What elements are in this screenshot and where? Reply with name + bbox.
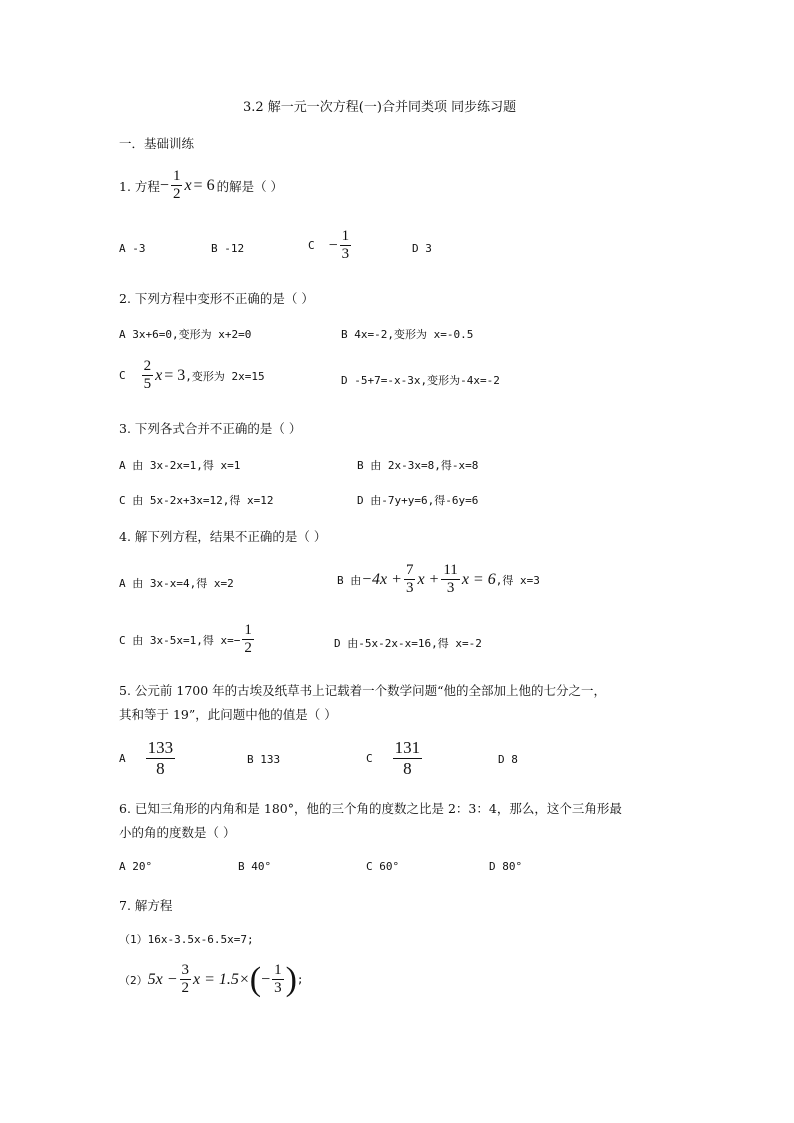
q4-b-term2: x + <box>417 570 440 588</box>
q5-option-c <box>366 738 424 778</box>
q4-b-label: B 由 <box>337 573 362 587</box>
q4-b-numerator-2: 11 <box>441 562 459 580</box>
q5-c-numerator: 131 <box>394 738 421 757</box>
q4-c-fraction <box>242 622 254 658</box>
q7-p2-fraction <box>180 962 192 998</box>
q4-c-denominator: 2 <box>244 640 252 657</box>
q4-option-a: A 由 3x-x=4,得 x=2 <box>119 577 234 590</box>
q2-c-rest: ,变形为 2x=15 <box>185 369 265 383</box>
q4-c-label: C 由 3x-5x=1,得 x=− <box>119 633 241 647</box>
q5-option-b: B 133 <box>247 753 281 766</box>
q1-option-d: D 3 <box>412 242 432 255</box>
q1-frac-denominator: 2 <box>172 186 181 203</box>
q4-b-denominator-1: 3 <box>405 580 414 597</box>
q3-option-a: A 由 3x-2x=1,得 x=1 <box>119 459 241 472</box>
question-2-stem: 2. 下列方程中变形不正确的是（ ） <box>119 291 314 306</box>
question-4-stem: 4. 解下列方程，结果不正确的是（ ） <box>119 529 327 544</box>
q5-a-label: A <box>119 751 126 765</box>
q7-p2-inner-denominator: 3 <box>274 980 282 997</box>
q1-option-b: B -12 <box>211 242 245 255</box>
q4-b-fraction-1 <box>404 562 416 598</box>
q1-c-fraction <box>340 228 352 264</box>
q6-option-b: B 40° <box>238 860 272 873</box>
q2-c-equals: = 3 <box>164 366 186 384</box>
q2-c-fraction <box>142 358 154 394</box>
q1-variable: x <box>184 176 192 194</box>
question-5-line-1: 5. 公元前 1700 年的古埃及纸草书上记载着一个数学问题“他的全部加上他的七分之一， <box>119 683 607 698</box>
q4-b-fraction-2 <box>441 562 459 598</box>
q5-c-label: C <box>366 751 373 765</box>
q5-a-numerator: 133 <box>147 738 174 757</box>
q6-option-c: C 60° <box>366 860 400 873</box>
q7-part-2 <box>119 962 304 998</box>
q7-p2-term1: 5x − <box>147 970 178 988</box>
q4-b-term3: x = 6 <box>461 570 496 588</box>
q1-c-minus: − <box>328 236 338 254</box>
question-6-line-2: 小的角的度数是（ ） <box>119 825 236 840</box>
q7-p2-denominator: 2 <box>181 980 190 997</box>
q1-c-denominator: 3 <box>341 246 350 263</box>
q7-p2-numerator: 3 <box>180 962 192 980</box>
q7-p2-inner-fraction <box>272 962 284 998</box>
q7-p2-label: （2） <box>119 973 148 987</box>
q5-c-fraction <box>393 738 423 778</box>
q5-c-denominator: 8 <box>403 758 412 778</box>
q4-option-d: D 由-5x-2x-x=16,得 x=-2 <box>334 637 482 650</box>
question-6-line-1: 6. 已知三角形的内角和是 180°，他的三个角的度数之比是 2：3：4，那么，这个三角形最 <box>119 801 622 816</box>
q7-p2-inner-minus: − <box>261 970 271 988</box>
q2-option-d: D -5+7=-x-3x,变形为-4x=-2 <box>341 374 500 387</box>
q4-b-denominator-2: 3 <box>446 580 455 597</box>
page-title: 3.2 解一元一次方程(一)合并同类项 同步练习题 <box>243 100 517 115</box>
q6-option-d: D 80° <box>489 860 523 873</box>
q4-b-rest: ,得 x=3 <box>495 573 540 587</box>
q2-option-b: B 4x=-2,变形为 x=-0.5 <box>341 328 474 341</box>
q5-a-denominator: 8 <box>156 758 165 778</box>
q7-p2-inner-numerator: 1 <box>272 962 284 980</box>
q2-c-label: C <box>119 369 126 383</box>
q5-option-d: D 8 <box>498 753 518 766</box>
q4-option-c <box>119 622 256 658</box>
q6-option-a: A 20° <box>119 860 153 873</box>
q1-suffix: 的解是（ ） <box>216 178 284 194</box>
q3-option-d: D 由-7y+y=6,得-6y=6 <box>357 494 479 507</box>
q2-c-denominator: 5 <box>143 376 152 393</box>
q4-b-term1: −4x + <box>361 570 402 588</box>
q5-option-a <box>119 738 177 778</box>
q7-p2-end: ; <box>296 973 304 987</box>
q1-frac-numerator: 1 <box>171 168 183 186</box>
q2-c-numerator: 2 <box>142 358 154 376</box>
question-5-line-2: 其和等于 19”，此问题中他的值是（ ） <box>119 707 337 722</box>
question-7-stem: 7. 解方程 <box>119 898 173 913</box>
q1-equals: = 6 <box>193 176 215 194</box>
q1-c-numerator: 1 <box>340 228 352 246</box>
q1-fraction <box>171 168 183 204</box>
q7-part-1: （1）16x-3.5x-6.5x=7; <box>119 933 254 946</box>
q2-option-a: A 3x+6=0,变形为 x+2=0 <box>119 328 252 341</box>
q1-option-c <box>308 228 353 264</box>
q4-b-numerator-1: 7 <box>404 562 416 580</box>
q7-p2-left-paren: ( <box>249 960 262 998</box>
question-3-stem: 3. 下列各式合并不正确的是（ ） <box>119 421 302 436</box>
q7-p2-right-paren: ) <box>285 960 297 998</box>
q1-prefix: 1. 方程 <box>119 178 160 194</box>
q5-a-fraction <box>146 738 176 778</box>
q7-p2-term2: x = 1.5× <box>193 970 250 988</box>
q1-c-label: C <box>308 239 315 253</box>
q4-c-numerator: 1 <box>242 622 254 640</box>
q2-option-c <box>119 358 265 394</box>
section-heading: 一．基础训练 <box>119 136 195 151</box>
q3-option-b: B 由 2x-3x=8,得-x=8 <box>357 459 479 472</box>
q1-option-a: A -3 <box>119 242 146 255</box>
q1-minus: − <box>159 176 169 194</box>
q4-option-b <box>337 562 540 598</box>
question-1-stem <box>119 168 283 204</box>
q2-c-variable: x <box>155 366 163 384</box>
q3-option-c: C 由 5x-2x+3x=12,得 x=12 <box>119 494 274 507</box>
